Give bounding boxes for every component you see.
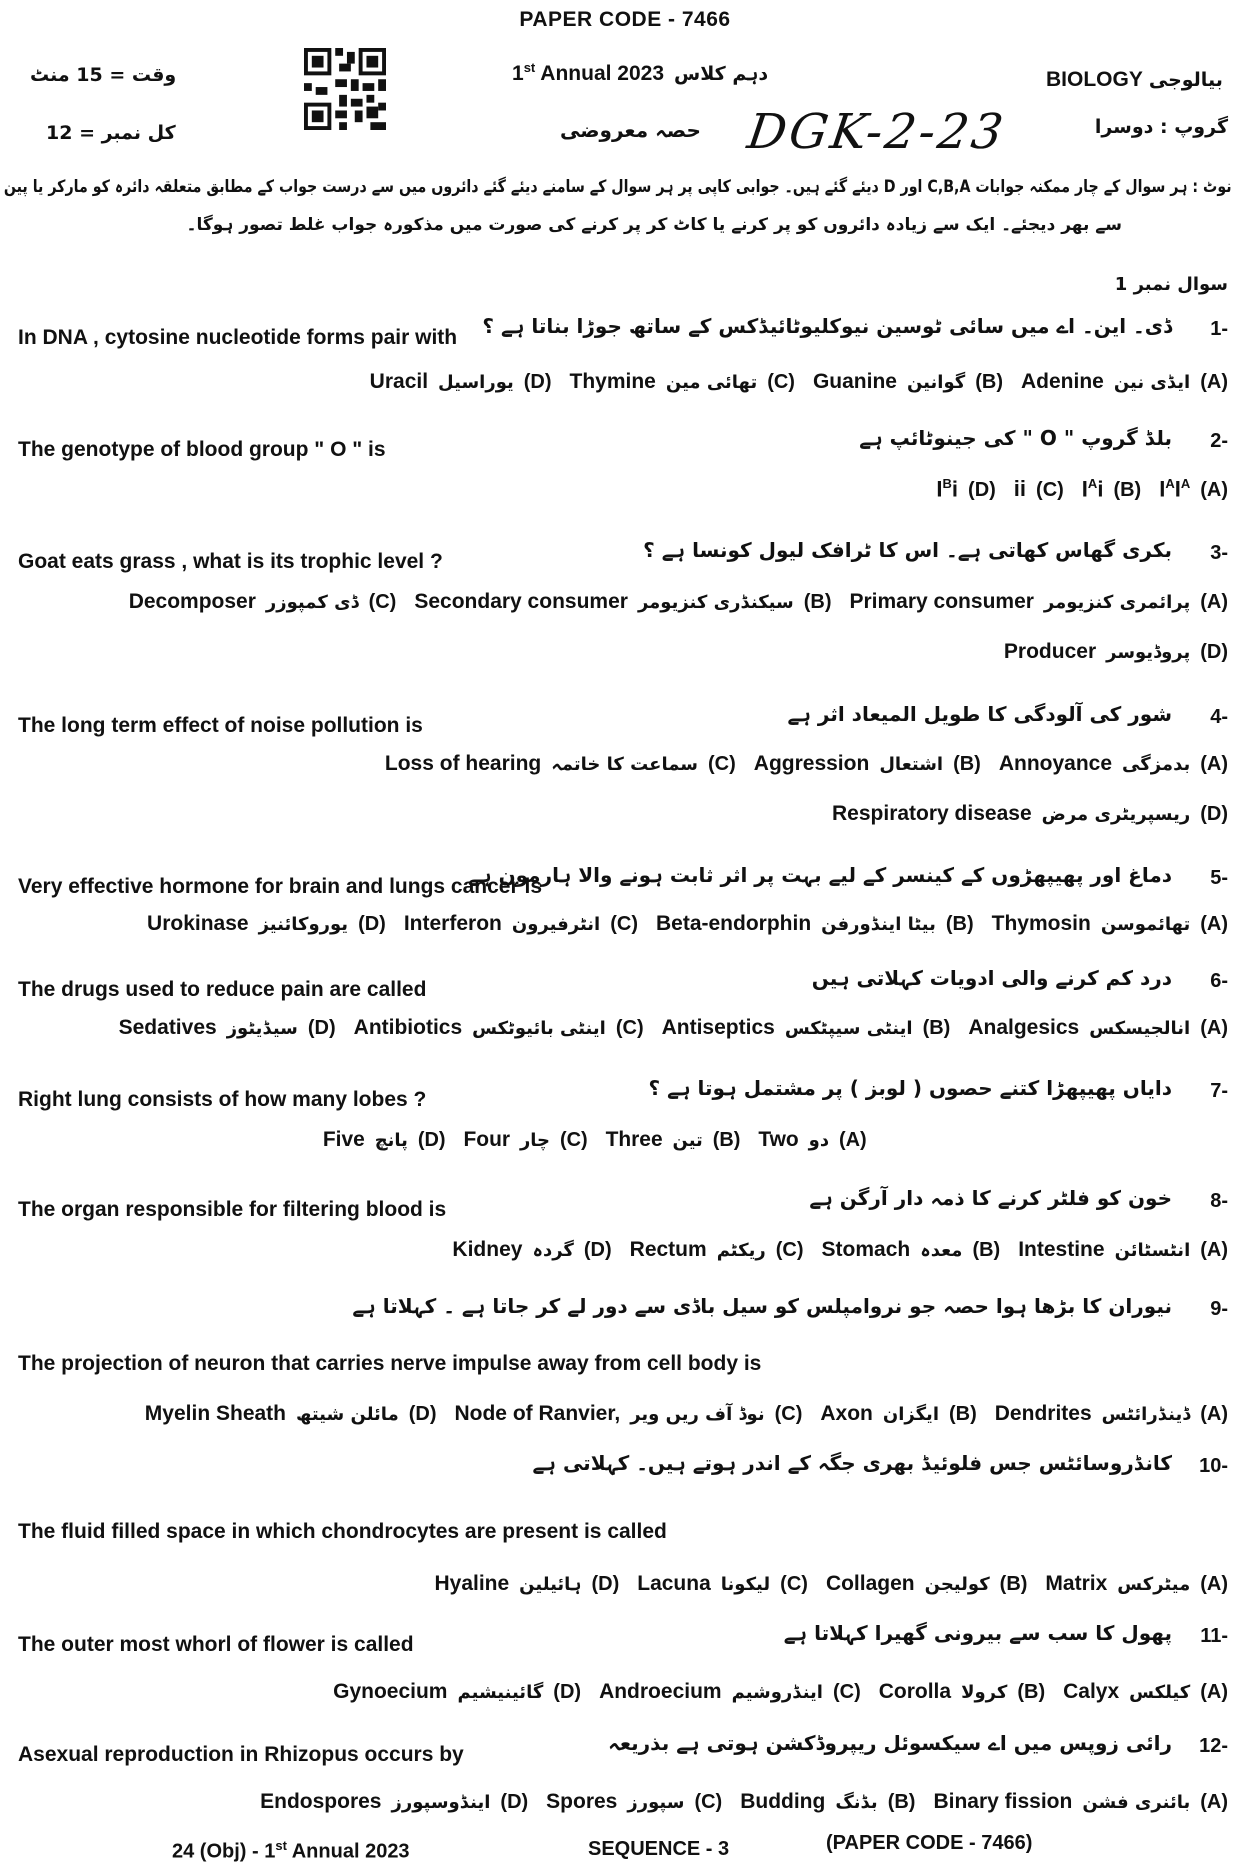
option-letter: (D) — [307, 1017, 336, 1039]
option-english: Adenine — [1020, 370, 1104, 393]
option-d — [434, 1572, 619, 1596]
option-english: Myelin Sheath — [144, 1402, 286, 1425]
option-letter: (D) — [408, 1403, 437, 1425]
option-english: Stomach — [821, 1238, 911, 1261]
option-english: Node of Ranvier, — [454, 1402, 621, 1425]
option-english: Budding — [740, 1790, 826, 1813]
option-a — [995, 1402, 1228, 1426]
option-letter: (A) — [1200, 1403, 1228, 1425]
qr-code-icon — [304, 48, 386, 130]
option-letter: (A) — [1200, 913, 1228, 935]
time-allowed: وقت = 15 منٹ — [30, 64, 177, 86]
option-letter: (C) — [559, 1129, 588, 1151]
option-english: Loss of hearing — [384, 752, 542, 775]
question-english: Goat eats grass , what is its trophic level ? — [18, 550, 443, 573]
option-d — [1004, 640, 1228, 664]
question-heading: سوال نمبر 1 — [1114, 274, 1228, 295]
option-letter: (C) — [610, 913, 638, 935]
option-c — [129, 590, 397, 614]
option-english: Endospores — [260, 1790, 382, 1813]
option-letter: (A) — [839, 1129, 867, 1151]
question-english: The drugs used to reduce pain are called — [18, 978, 427, 1001]
question-number: 2- — [1210, 430, 1228, 452]
option-d — [145, 1402, 437, 1426]
option-urdu: کرولا — [961, 1682, 1008, 1703]
option-letter: (C) — [708, 753, 736, 775]
option-urdu: مائلن شیتھ — [296, 1404, 399, 1425]
instructions-line-1: نوٹ : ہر سوال کے چار ممکنہ جوابات C,B,A اور D دیئے گئے ہیں۔ جوابی کاپی پر ہر سوال کے سامنے دیئے گئے دائروں میں سے درست جواب کے مطابق متعلقہ دائرہ کو مارکر یا پین — [4, 177, 1232, 197]
option-letter: (B) — [972, 1239, 1001, 1261]
options-row — [260, 1790, 1228, 1814]
option-a — [999, 752, 1228, 776]
question-english: The long term effect of noise pollution is — [18, 714, 423, 737]
option-letter: (D) — [1200, 803, 1228, 825]
option-english: Hyaline — [434, 1572, 510, 1595]
question-urdu: دماغ اور پھیپھڑوں کے کینسر کے لیے بہت پر اثر ثابت ہونے والا ہارمون ہے — [468, 863, 1172, 887]
genotype-symbol: $I^AI^A$ — [1159, 476, 1191, 502]
option-english: Kidney — [452, 1238, 523, 1261]
option-b — [740, 1790, 915, 1814]
option-letter: (B) — [712, 1129, 741, 1151]
question-english: The outer most whorl of flower is called — [18, 1633, 414, 1656]
option-urdu: سیڈیٹوز — [226, 1018, 298, 1039]
question-english: Very effective hormone for brain and lungs cancer is — [18, 875, 542, 898]
options-row — [434, 1572, 1228, 1596]
option-letter: (B) — [1017, 1681, 1046, 1703]
option-c — [570, 370, 795, 394]
question-number: 6- — [1210, 970, 1228, 992]
option-letter: (A) — [1200, 1239, 1228, 1261]
option-a — [968, 1016, 1228, 1040]
question-english: Asexual reproduction in Rhizopus occurs by — [18, 1743, 464, 1766]
option-letter: (C) — [368, 591, 397, 613]
option-urdu: ہائیلین — [519, 1574, 582, 1595]
question-urdu: نیوران کا بڑھا ہوا حصہ جو نروامپلس کو سیل باڈی سے دور لے کر جاتا ہے ۔ کہلاتا ہے — [352, 1294, 1172, 1318]
option-urdu: ریسپریٹری مرض — [1041, 804, 1191, 825]
option-a — [933, 1790, 1228, 1814]
option-b — [656, 912, 974, 936]
option-urdu: دو — [808, 1130, 830, 1151]
subject-urdu: بیالوجی — [1148, 69, 1223, 91]
option-b — [826, 1572, 1027, 1596]
option-letter: (B) — [803, 591, 832, 613]
question-urdu: ڈی۔ این۔ اے میں سائی ٹوسین نیوکلیوٹائیڈکس کے ساتھ جوڑا بناتا ہے ؟ — [482, 314, 1172, 338]
question-urdu: دایاں پھیپھڑا کتنے حصوں ( لوبز ) پر مشتمل ہوتا ہے ؟ — [648, 1076, 1172, 1100]
option-c — [546, 1790, 722, 1814]
option-english: Guanine — [812, 370, 897, 393]
option-english: Spores — [546, 1790, 618, 1813]
option-letter: (A) — [1200, 1681, 1228, 1703]
option-c — [630, 1238, 804, 1262]
option-english: Three — [605, 1128, 663, 1151]
option-urdu: پانچ — [374, 1130, 408, 1151]
option-urdu: ڈینڈرائٹس — [1101, 1404, 1191, 1425]
option-letter: (D) — [968, 479, 996, 502]
option-english: Calyx — [1063, 1680, 1120, 1703]
option-c — [637, 1572, 808, 1596]
option-english: Decomposer — [128, 590, 256, 613]
option-d — [936, 476, 995, 502]
option-c — [385, 752, 736, 776]
option-urdu: اینٹی سیپٹکس — [784, 1018, 913, 1039]
options-row — [1004, 640, 1228, 664]
option-english: Antibiotics — [353, 1016, 463, 1039]
option-urdu: اشتعال — [879, 754, 944, 775]
question-number: 9- — [1210, 1298, 1228, 1320]
option-english: Primary consumer — [849, 590, 1034, 613]
option-d — [260, 1790, 528, 1814]
question-number: 3- — [1210, 542, 1228, 564]
option-urdu: کولیجن — [924, 1574, 990, 1595]
option-english: Thymosin — [991, 912, 1091, 935]
question-urdu: رائی زوپس میں اے سیکسوئل ریپروڈکشن ہوتی ہے بذریعہ — [608, 1731, 1172, 1755]
option-letter: (D) — [1200, 641, 1228, 663]
question-english: The projection of neuron that carries nerve impulse away from cell body is — [18, 1352, 762, 1375]
option-letter: (C) — [1036, 479, 1064, 502]
option-a — [1018, 1238, 1228, 1262]
option-urdu: نوڈ آف ریں ویر — [630, 1404, 765, 1425]
options-row — [936, 476, 1228, 502]
handwritten-code: DGK-2-23 — [744, 104, 1010, 160]
option-letter: (C) — [832, 1681, 861, 1703]
question-number: 1- — [1210, 318, 1228, 340]
option-urdu: ڈی کمپوزر — [265, 592, 359, 613]
option-letter: (A) — [1200, 753, 1228, 775]
question-number: 5- — [1210, 867, 1228, 889]
option-b — [662, 1016, 951, 1040]
question-urdu: کانڈروسائٹس جس فلوئیڈ بھری جگہ کے اندر ہوتے ہیں۔ کہلاتی ہے — [532, 1451, 1172, 1475]
option-c — [454, 1402, 802, 1426]
option-letter: (D) — [583, 1239, 612, 1261]
question-number: 11- — [1200, 1625, 1228, 1647]
options-row — [333, 1680, 1228, 1704]
option-letter: (B) — [887, 1791, 916, 1813]
option-d — [452, 1238, 611, 1262]
option-d — [119, 1016, 336, 1040]
option-urdu: تین — [672, 1130, 703, 1151]
option-c — [599, 1680, 861, 1704]
option-c — [463, 1128, 587, 1152]
option-letter: (B) — [945, 913, 974, 935]
question-number: 8- — [1210, 1190, 1228, 1212]
genotype-symbol: $I^Bi$ — [936, 476, 959, 502]
option-urdu: گائینیشیم — [457, 1682, 544, 1703]
option-letter: (D) — [358, 913, 386, 935]
option-b — [820, 1402, 976, 1426]
option-english: Dendrites — [994, 1402, 1092, 1425]
option-urdu: گردہ — [532, 1240, 574, 1261]
question-number: 10- — [1199, 1455, 1228, 1477]
question-urdu: پھول کا سب سے بیرونی گھیرا کہلاتا ہے — [783, 1621, 1172, 1645]
option-b — [822, 1238, 1001, 1262]
option-english: Four — [463, 1128, 511, 1151]
option-b — [813, 370, 1003, 394]
instructions-line-2: سے بھر دیجئے۔ ایک سے زیادہ دائروں کو پر کرنے یا کاٹ کر پر کرنے کی صورت میں مذکورہ جواب غلط تصور ہوگا۔ — [186, 215, 1122, 235]
question-english: Right lung consists of how many lobes ? — [18, 1088, 427, 1111]
option-letter: (B) — [975, 371, 1003, 393]
option-english: Aggression — [753, 752, 870, 775]
option-english: Analgesics — [968, 1016, 1080, 1039]
option-urdu: ایڈی نین — [1113, 372, 1191, 393]
option-a — [758, 1128, 866, 1152]
question-english: The fluid filled space in which chondrocytes are present is called — [18, 1520, 667, 1543]
option-letter: (B) — [999, 1573, 1028, 1595]
option-letter: (B) — [953, 753, 981, 775]
option-c — [404, 912, 638, 936]
option-urdu: اینڈروشیم — [731, 1682, 823, 1703]
option-letter: (C) — [767, 371, 795, 393]
option-letter: (A) — [1200, 371, 1228, 393]
options-row — [832, 802, 1228, 826]
class-label: دہم کلاس — [674, 63, 769, 85]
option-english: Beta-endorphin — [655, 912, 812, 935]
option-english: Annoyance — [998, 752, 1113, 775]
option-letter: (A) — [1200, 1017, 1228, 1039]
options-row — [147, 912, 1228, 936]
option-english: Lacuna — [637, 1572, 711, 1595]
option-urdu: چار — [519, 1130, 550, 1151]
exam-session: 1st Annual 2023 — [512, 60, 665, 85]
option-english: Binary fission — [933, 1790, 1073, 1813]
option-english: Intestine — [1018, 1238, 1105, 1261]
option-english: Five — [322, 1128, 365, 1151]
option-letter: (C) — [774, 1403, 803, 1425]
options-row — [129, 590, 1228, 614]
option-letter: (A) — [1200, 479, 1228, 502]
footer-sequence: SEQUENCE - 3 — [588, 1838, 730, 1860]
option-urdu: ریکٹم — [716, 1240, 766, 1261]
option-urdu: میٹرکس — [1117, 1574, 1191, 1595]
option-urdu: تھائموسن — [1100, 914, 1191, 935]
options-row — [370, 370, 1228, 394]
options-row — [145, 1402, 1228, 1426]
option-d — [370, 370, 552, 394]
option-letter: (B) — [949, 1403, 977, 1425]
option-letter: (D) — [417, 1129, 446, 1151]
option-urdu: ایگزان — [882, 1404, 939, 1425]
option-urdu: سیکنڈری کنزیومر — [637, 592, 794, 613]
option-urdu: انالجیسکس — [1089, 1018, 1191, 1039]
option-d — [147, 912, 386, 936]
option-urdu: انٹسٹائن — [1114, 1240, 1191, 1261]
option-english: Interferon — [403, 912, 502, 935]
option-urdu: گوانین — [906, 372, 966, 393]
option-urdu: پروڈیوسر — [1106, 642, 1191, 663]
option-english: Sedatives — [118, 1016, 217, 1039]
option-urdu: بیٹا اینڈورفن — [821, 914, 936, 935]
subject-english: BIOLOGY — [1046, 68, 1143, 91]
genotype-symbol: $I^Ai$ — [1081, 476, 1104, 502]
option-a — [1021, 370, 1228, 394]
option-english: Corolla — [878, 1680, 952, 1703]
option-urdu: پرائمری کنزیومر — [1043, 592, 1191, 613]
option-letter: (A) — [1200, 1791, 1228, 1813]
options-row — [452, 1238, 1228, 1262]
options-row — [385, 752, 1228, 776]
question-urdu: شور کی آلودگی کا طویل المیعاد اثر ہے — [787, 702, 1172, 726]
option-letter: (C) — [775, 1239, 804, 1261]
question-urdu: بکری گھاس کھاتی ہے۔ اس کا ٹرافک لیول کونسا ہے ؟ — [643, 538, 1172, 562]
option-c — [1014, 476, 1064, 502]
option-urdu: اینڈوسپورز — [391, 1792, 491, 1813]
footer-paper-id: 24 (Obj) - 1st Annual 2023 — [172, 1838, 410, 1863]
option-english: Uracil — [369, 370, 429, 393]
option-english: Secondary consumer — [414, 590, 628, 613]
paper-code-header: PAPER CODE - 7466 — [519, 8, 731, 31]
option-english: Producer — [1003, 640, 1097, 663]
option-b — [754, 752, 981, 776]
option-b — [879, 1680, 1045, 1704]
question-urdu: خون کو فلٹر کرنے کا ذمہ دار آرگن ہے — [809, 1186, 1172, 1210]
question-english: In DNA , cytosine nucleotide forms pair with — [18, 326, 458, 349]
option-d — [832, 802, 1228, 826]
option-urdu: بدمزگی — [1122, 754, 1191, 775]
genotype-symbol: ii — [1013, 476, 1027, 502]
option-urdu: بڈنگ — [835, 1792, 878, 1813]
option-urdu: معدہ — [920, 1240, 963, 1261]
section-title: حصہ معروضی — [560, 118, 701, 142]
option-urdu: سماعت کا خاتمہ — [551, 754, 699, 775]
option-a — [1063, 1680, 1228, 1704]
option-english: Rectum — [629, 1238, 707, 1261]
option-urdu: تھائی مین — [665, 372, 758, 393]
option-a — [1159, 476, 1228, 502]
option-english: Respiratory disease — [832, 802, 1032, 825]
option-urdu: سپورز — [627, 1792, 685, 1813]
option-english: Collagen — [825, 1572, 915, 1595]
option-letter: (B) — [922, 1017, 951, 1039]
option-urdu: انٹرفیرون — [511, 914, 601, 935]
option-english: Gynoecium — [333, 1680, 448, 1703]
option-letter: (B) — [1113, 479, 1142, 502]
option-urdu: کیلکس — [1129, 1682, 1191, 1703]
option-english: Androecium — [599, 1680, 722, 1703]
option-letter: (D) — [523, 371, 552, 393]
option-urdu: یوراسیل — [438, 372, 514, 393]
option-d — [323, 1128, 446, 1152]
option-a — [992, 912, 1228, 936]
option-english: Urokinase — [147, 912, 249, 935]
total-marks: کل نمبر = 12 — [46, 122, 176, 144]
option-letter: (A) — [1200, 591, 1228, 613]
question-number: 4- — [1210, 706, 1228, 728]
option-b — [606, 1128, 741, 1152]
option-urdu: بائنری فشن — [1082, 1792, 1191, 1813]
question-english: The organ responsible for filtering blood is — [18, 1198, 447, 1221]
options-row — [4, 1128, 1186, 1152]
option-a — [850, 590, 1229, 614]
option-english: Two — [758, 1128, 799, 1151]
option-english: Thymine — [569, 370, 656, 393]
option-letter: (A) — [1200, 1573, 1228, 1595]
option-urdu: یوروکائنیز — [258, 914, 349, 935]
option-a — [1045, 1572, 1228, 1596]
option-b — [1082, 476, 1141, 502]
question-urdu: درد کم کرنے والی ادویات کہلاتی ہیں — [811, 966, 1172, 990]
option-english: Axon — [820, 1402, 873, 1425]
option-letter: (D) — [553, 1681, 582, 1703]
option-b — [414, 590, 831, 614]
option-letter: (D) — [500, 1791, 529, 1813]
option-c — [354, 1016, 644, 1040]
option-letter: (C) — [615, 1017, 644, 1039]
option-urdu: لیکونا — [720, 1574, 771, 1595]
footer-paper-code: (PAPER CODE - 7466) — [826, 1832, 1033, 1854]
question-number: 7- — [1210, 1080, 1228, 1102]
group-label: گروپ : دوسرا — [1094, 116, 1228, 138]
option-english: Antiseptics — [661, 1016, 775, 1039]
option-letter: (D) — [591, 1573, 620, 1595]
option-letter: (C) — [694, 1791, 723, 1813]
options-row — [119, 1016, 1228, 1040]
option-urdu: اینٹی بائیوٹکس — [472, 1018, 606, 1039]
question-urdu: بلڈ گروپ " O " کی جینوٹائپ ہے — [859, 426, 1172, 450]
question-number: 12- — [1199, 1735, 1228, 1757]
option-english: Matrix — [1045, 1572, 1108, 1595]
option-letter: (C) — [780, 1573, 808, 1595]
question-english: The genotype of blood group " O " is — [18, 438, 386, 461]
option-d — [333, 1680, 581, 1704]
